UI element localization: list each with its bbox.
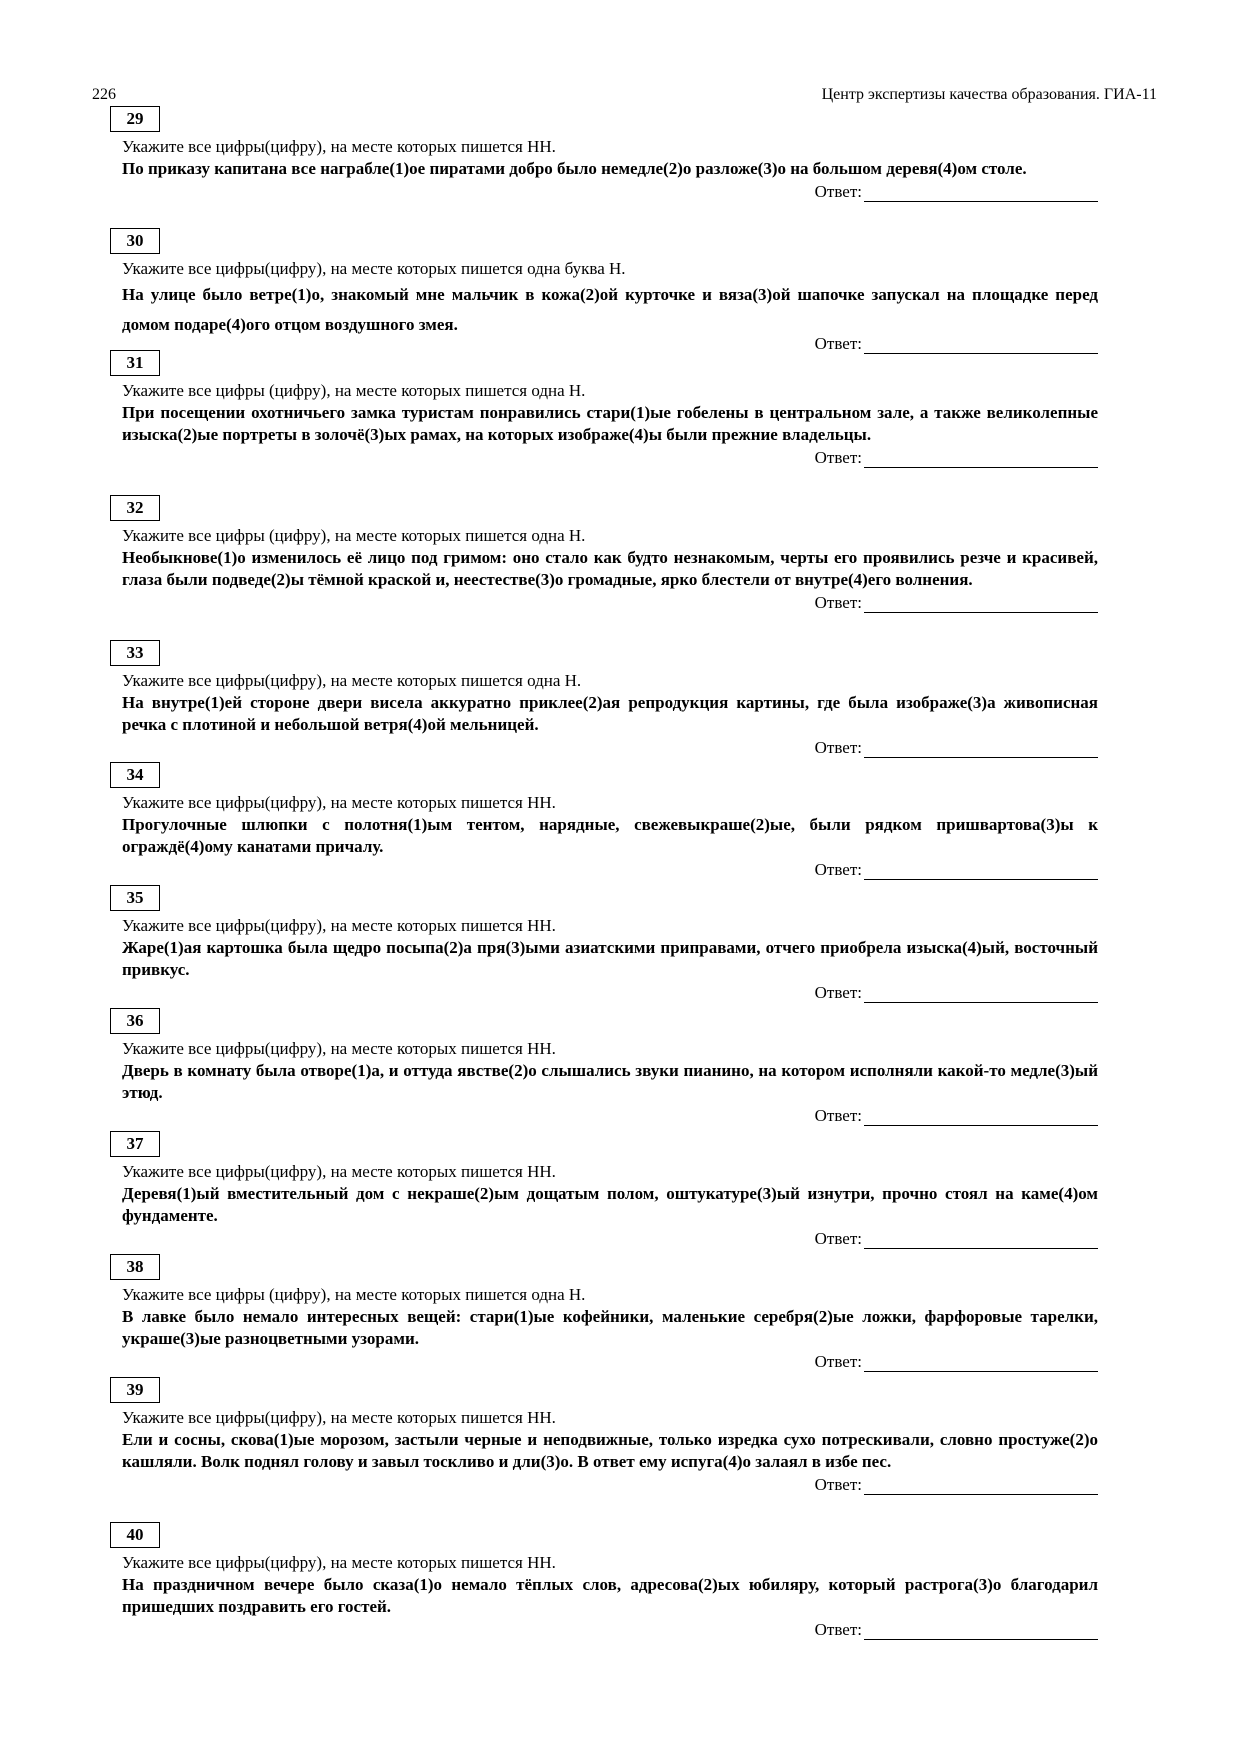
answer-label: Ответ:: [814, 860, 862, 879]
task-number: 37: [110, 1131, 160, 1157]
task-sentence: Ели и сосны, скова(1)ые морозом, застыли черные и неподвижные, только изредка сухо потрескивали, словно простуже(2)о кашляли. Волк поднял голову и завыл тоскливо и дли(3)о. В ответ ему испуга(4)о залаял в избе пес.: [122, 1430, 1098, 1471]
task-33: [110, 640, 1098, 758]
task-number: 29: [110, 106, 160, 132]
answer-label: Ответ:: [814, 983, 862, 1002]
answer-field[interactable]: [864, 596, 1098, 613]
answer-field[interactable]: [864, 1623, 1098, 1640]
task-39: [110, 1377, 1098, 1495]
task-instruction: Укажите все цифры(цифру), на месте которых пишется одна буква Н.: [122, 259, 626, 278]
task-29: [110, 106, 1098, 202]
answer-row: [110, 983, 1098, 1003]
answer-field[interactable]: [864, 863, 1098, 880]
task-35: [110, 885, 1098, 1003]
answer-label: Ответ:: [814, 1229, 862, 1248]
answer-label: Ответ:: [814, 1106, 862, 1125]
answer-field[interactable]: [864, 185, 1098, 202]
task-number: 30: [110, 228, 160, 254]
answer-field[interactable]: [864, 1478, 1098, 1495]
answer-label: Ответ:: [814, 1620, 862, 1639]
answer-row: [110, 1229, 1098, 1249]
task-number: 34: [110, 762, 160, 788]
answer-field[interactable]: [864, 1109, 1098, 1126]
task-sentence: В лавке было немало интересных вещей: стари(1)ые кофейники, маленькие серебря(2)ые ложки, фарфоровые тарелки, украше(3)ые разноцветными узорами.: [122, 1307, 1098, 1348]
answer-row: [110, 593, 1098, 613]
answer-row: [110, 1106, 1098, 1126]
task-number: 31: [110, 350, 160, 376]
task-instruction: Укажите все цифры(цифру), на месте которых пишется НН.: [122, 1039, 556, 1058]
task-number: 32: [110, 495, 160, 521]
task-40: [110, 1522, 1098, 1640]
task-instruction: Укажите все цифры(цифру), на месте которых пишется одна Н.: [122, 671, 582, 690]
task-number: 36: [110, 1008, 160, 1034]
answer-row: [110, 738, 1098, 758]
answer-row: [110, 448, 1098, 468]
task-31: [110, 350, 1098, 468]
task-sentence: Дверь в комнату была отворе(1)а, и оттуда явстве(2)о слышались звуки пианино, на котором исполняли какой-то медле(3)ый этюд.: [122, 1061, 1098, 1102]
task-37: [110, 1131, 1098, 1249]
task-number: 33: [110, 640, 160, 666]
task-sentence: Жаре(1)ая картошка была щедро посыпа(2)а пря(3)ыми азиатскими приправами, отчего приобрела изыска(4)ый, восточный привкус.: [122, 938, 1098, 979]
answer-field[interactable]: [864, 1355, 1098, 1372]
task-34: [110, 762, 1098, 880]
answer-label: Ответ:: [814, 593, 862, 612]
task-instruction: Укажите все цифры(цифру), на месте которых пишется НН.: [122, 1162, 556, 1181]
answer-row: [110, 182, 1098, 202]
task-instruction: Укажите все цифры (цифру), на месте которых пишется одна Н.: [122, 526, 586, 545]
answer-label: Ответ:: [814, 448, 862, 467]
task-sentence: На внутре(1)ей стороне двери висела аккуратно приклее(2)ая репродукция картины, где была изображе(3)а живописная речка с плотиной и небольшой ветря(4)ой мельницей.: [122, 693, 1098, 734]
task-sentence: При посещении охотничьего замка туристам понравились стари(1)ые гобелены в центральном зале, а также великолепные изыска(2)ые портреты в золочё(3)ых рамах, на которых изображе(4)ы были прежние владельцы.: [122, 403, 1098, 444]
task-sentence: Прогулочные шлюпки с полотня(1)ым тентом, нарядные, свежевыкраше(2)ые, были рядком пришвартова(3)ы к ограждё(4)ому канатами причалу.: [122, 815, 1098, 856]
page-header: Центр экспертизы качества образования. ГИА-11: [821, 86, 1157, 103]
answer-label: Ответ:: [814, 1475, 862, 1494]
answer-field[interactable]: [864, 451, 1098, 468]
answer-row: [110, 1352, 1098, 1372]
task-number: 39: [110, 1377, 160, 1403]
task-sentence: На праздничном вечере было сказа(1)о немало тёплых слов, адресова(2)ых юбиляру, который растрога(3)о благодарил пришедших поздравить его гостей.: [122, 1575, 1098, 1616]
task-36: [110, 1008, 1098, 1126]
task-30: [110, 228, 1098, 354]
task-number: 35: [110, 885, 160, 911]
task-sentence: На улице было ветре(1)о, знакомый мне мальчик в кожа(2)ой курточке и вяза(3)ой шапочке запускал на площадке перед домом подаре(4)ого отцом воздушного змея.: [122, 285, 1098, 334]
task-38: [110, 1254, 1098, 1372]
task-sentence: По приказу капитана все награбле(1)ое пиратами добро было немедле(2)о разложе(3)о на большом деревя(4)ом столе.: [122, 159, 1027, 178]
task-instruction: Укажите все цифры(цифру), на месте которых пишется НН.: [122, 137, 556, 156]
task-sentence: Деревя(1)ый вместительный дом с некраше(2)ым дощатым полом, оштукатуре(3)ый изнутри, прочно стоял на каме(4)ом фундаменте.: [122, 1184, 1098, 1225]
answer-field[interactable]: [864, 986, 1098, 1003]
answer-row: [110, 860, 1098, 880]
task-instruction: Укажите все цифры(цифру), на месте которых пишется НН.: [122, 1553, 556, 1572]
answer-field[interactable]: [864, 1232, 1098, 1249]
answer-label: Ответ:: [814, 1352, 862, 1371]
answer-label: Ответ:: [814, 738, 862, 757]
task-instruction: Укажите все цифры(цифру), на месте которых пишется НН.: [122, 793, 556, 812]
task-number: 38: [110, 1254, 160, 1280]
task-instruction: Укажите все цифры (цифру), на месте которых пишется одна Н.: [122, 381, 586, 400]
answer-row: [110, 1475, 1098, 1495]
task-instruction: Укажите все цифры (цифру), на месте которых пишется одна Н.: [122, 1285, 586, 1304]
task-number: 40: [110, 1522, 160, 1548]
answer-field[interactable]: [864, 741, 1098, 758]
answer-label: Ответ:: [814, 182, 862, 201]
task-sentence: Необыкнове(1)о изменилось её лицо под гримом: оно стало как будто незнакомым, черты его проявились резче и красивей, глаза были подведе(2)ы тёмной краской и, неестестве(3)о громадные, ярко блестели от внутре(4)его волнения.: [122, 548, 1098, 589]
task-instruction: Укажите все цифры(цифру), на месте которых пишется НН.: [122, 916, 556, 935]
task-32: [110, 495, 1098, 613]
answer-label: Ответ:: [814, 334, 862, 353]
answer-row: [110, 1620, 1098, 1640]
page-number: 226: [92, 86, 116, 103]
task-instruction: Укажите все цифры(цифру), на месте которых пишется НН.: [122, 1408, 556, 1427]
